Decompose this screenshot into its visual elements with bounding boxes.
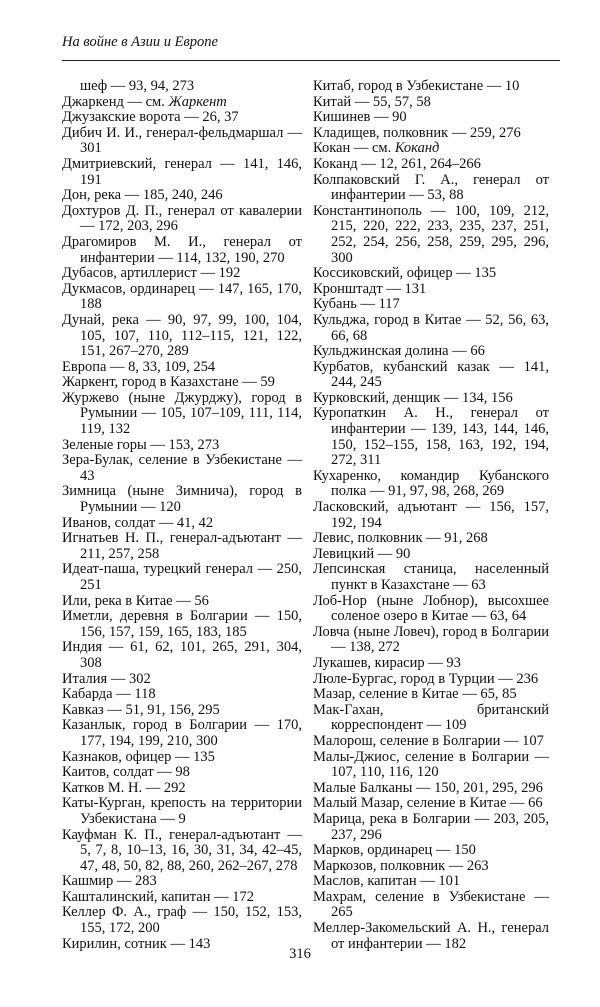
index-entry-text: Дон, река — 185, 240, 246	[62, 187, 223, 204]
index-entry-text: Жаркент, город в Казахстане — 59	[62, 374, 275, 391]
index-column-right	[313, 79, 549, 952]
index-entry-text: Малый Мазар, селение в Китае — 66	[313, 795, 543, 812]
index-entry	[313, 110, 549, 126]
index-entry-text: Дукмасов, ординарец — 147, 165, 170, 188	[62, 280, 302, 313]
index-entry-text: Каты-Курган, крепость на территории Узбекистана — 9	[62, 795, 302, 827]
index-entry-text: Левицкий — 90	[313, 545, 411, 562]
index-entry	[313, 874, 549, 890]
index-entry	[62, 718, 302, 749]
index-entry-text: Иметли, деревня в Болгарии — 150, 156, 157, 159, 165, 183, 185	[62, 608, 302, 640]
index-entry-text: Левис, полковник — 91, 268	[313, 530, 488, 547]
index-entry-text: Малы-Джиос, селение в Болгарии — 107, 110, 116, 120	[313, 748, 549, 781]
index-entry-text: Кауфман К. П., генерал-адъютант — 5, 7, 8, 10–13, 16, 30, 31, 34, 42–45, 47, 48, 50, 82, 88, 260, 262–267, 278	[62, 826, 302, 874]
index-entry-text: Кронштадт — 131	[313, 280, 427, 297]
index-entry	[62, 703, 302, 719]
index-entry	[62, 313, 302, 360]
index-entry	[313, 406, 549, 468]
index-entry	[313, 126, 549, 142]
index-entry-text: Люле-Бургас, город в Турции — 236	[313, 670, 539, 687]
index-entry	[313, 79, 549, 95]
index-entry	[313, 141, 549, 157]
index-entry-text: Марков, ординарец — 150	[313, 842, 476, 859]
index-entry	[62, 282, 302, 313]
index-entry-text: Марица, река в Болгарии — 203, 205, 237, 296	[313, 810, 549, 843]
index-entry-text: шеф — 93, 94, 273	[80, 78, 195, 94]
header-rule	[62, 60, 560, 61]
index-entry	[313, 547, 549, 563]
index-entry	[313, 360, 549, 391]
index-entry-text: Кишинев — 90	[313, 109, 407, 126]
index-entry-text: Зера-Булак, селение в Узбекистане — 43	[62, 452, 302, 484]
index-entry	[62, 672, 302, 688]
index-column-left	[62, 79, 302, 952]
index-entry-text: Иванов, солдат — 41, 42	[62, 514, 214, 531]
index-entry	[62, 360, 302, 376]
index-entry	[62, 531, 302, 562]
index-entry-text: Дмитриевский, генерал — 141, 146, 191	[62, 155, 302, 188]
index-entry	[313, 469, 549, 500]
index-entry	[313, 391, 549, 407]
index-entry	[313, 734, 549, 750]
index-entry-text: Кокан — см.	[313, 140, 395, 157]
index-entry	[62, 453, 302, 484]
index-entry-text: Дохтуров Д. П., генерал от кавалерии — 172, 203, 296	[62, 202, 302, 235]
index-entry	[62, 235, 302, 266]
index-entry	[62, 391, 302, 438]
index-entry	[62, 484, 302, 515]
index-entry	[313, 781, 549, 797]
index-entry	[62, 110, 302, 126]
index-entry	[313, 796, 549, 812]
index-entry-text: Каитов, солдат — 98	[62, 764, 190, 781]
index-entry-text: Кабарда — 118	[62, 686, 156, 703]
index-entry-text: Курбатов, кубанский казак — 141, 244, 245	[313, 358, 549, 391]
index-entry	[313, 500, 549, 531]
index-entry-text: Кладищев, полковник — 259, 276	[313, 124, 521, 141]
index-entry-text: Меллер-Закомельский А. Н., генерал от инфантерии — 182	[313, 920, 549, 952]
index-entry-text: Идеат-паша, турецкий генерал — 250, 251	[62, 561, 302, 593]
index-entry-text: Казанлык, город в Болгарии — 170, 177, 194, 199, 210, 300	[62, 717, 302, 749]
index-entry	[62, 516, 302, 532]
index-entry	[313, 672, 549, 688]
index-entry	[62, 375, 302, 391]
index-entry-text: Мак-Гахан, британский корреспондент — 109	[313, 701, 549, 734]
index-entry-text: Казнаков, офицер — 135	[62, 748, 215, 765]
index-entry	[313, 656, 549, 672]
page-number: 316	[289, 946, 311, 962]
index-entry	[313, 687, 549, 703]
index-entry-text: Или, река в Китае — 56	[62, 592, 209, 609]
index-entry-text: Маслов, капитан — 101	[313, 873, 461, 890]
index-entry-text: Ласковский, адъютант — 156, 157, 192, 194	[313, 499, 549, 531]
index-entry-text: Коссиковский, офицер — 135	[313, 265, 497, 282]
running-title: На войне в Азии и Европе	[62, 34, 218, 50]
index-entry	[313, 812, 549, 843]
index-entry-text: Катков М. Н. — 292	[62, 779, 186, 796]
index-entry-text: Малорош, селение в Болгарии — 107	[313, 732, 544, 749]
index-entry	[313, 625, 549, 656]
index-entry-text: Китай — 55, 57, 58	[313, 93, 431, 110]
index-entry-text: Маркозов, полковник — 263	[313, 857, 489, 874]
index-entry-text: Кашмир — 283	[62, 873, 157, 890]
index-entry-text: Курковский, денщик — 134, 156	[313, 389, 513, 406]
index-entry-text: Кульджа, город в Китае — 52, 56, 63, 66, 68	[313, 311, 549, 344]
index-entry	[313, 703, 549, 734]
index-entry-text: Келлер Ф. А., граф — 150, 152, 153, 155, 172, 200	[62, 904, 302, 937]
index-entry-text: Лукашев, кирасир — 93	[313, 654, 461, 671]
index-entry	[313, 344, 549, 360]
index-entry	[62, 79, 302, 95]
index-entry-text: Куропаткин А. Н., генерал от инфантерии — 139, 143, 144, 146, 150, 152–155, 158, 163, 192, 194, 272, 311	[313, 405, 549, 469]
index-entry-text: Махрам, селение в Узбекистане — 265	[313, 888, 549, 921]
index-entry-text: Ловча (ныне Ловеч), город в Болгарии — 138, 272	[313, 623, 549, 656]
index-entry	[62, 750, 302, 766]
index-entry	[313, 562, 549, 593]
index-entry	[313, 594, 549, 625]
index-entry	[62, 765, 302, 781]
index-entry	[62, 609, 302, 640]
index-entry-text: Малые Балканы — 150, 201, 295, 296	[313, 779, 543, 796]
index-entry-text: Зимница (ныне Зимнича), город в Румынии — 120	[62, 483, 302, 516]
index-entry	[313, 750, 549, 781]
index-entry-text: Лоб-Нор (ныне Лобнор), высохшее соленое озеро в Китае — 63, 64	[313, 592, 549, 625]
index-entry	[313, 173, 549, 204]
index-entry	[62, 594, 302, 610]
index-entry	[313, 313, 549, 344]
index-entry	[313, 282, 549, 298]
index-entry	[313, 843, 549, 859]
index-entry	[313, 157, 549, 173]
index-entry-text: Китаб, город в Узбекистане — 10	[313, 78, 520, 94]
index-entry-text: Италия — 302	[62, 670, 151, 687]
index-entry-text: Драгомиров М. И., генерал от инфантерии — 114, 132, 190, 270	[62, 233, 302, 266]
index-entry-text: Константинополь — 100, 109, 212, 215, 220, 222, 233, 235, 237, 251, 252, 254, 256, 258, 259, 295, 296, 300	[313, 202, 549, 266]
index-entry	[62, 781, 302, 797]
index-entry	[62, 157, 302, 188]
index-entry	[62, 204, 302, 235]
index-entry-text: Дибич И. И., генерал-фельдмаршал — 301	[62, 124, 302, 157]
index-entry-text: Кульджинская долина — 66	[313, 343, 485, 360]
index-cross-reference: Жаркент	[168, 93, 227, 110]
index-entry	[62, 438, 302, 454]
index-entry	[62, 890, 302, 906]
index-entry-text: Игнатьев Н. П., генерал-адъютант — 211, 257, 258	[62, 530, 302, 562]
index-entry	[62, 905, 302, 936]
index-entry	[62, 687, 302, 703]
index-entry	[313, 890, 549, 921]
index-entry-text: Джаркенд — см.	[62, 93, 169, 110]
index-entry-text: Мазар, селение в Китае — 65, 85	[313, 686, 517, 703]
index-entry-text: Джузакские ворота — 26, 37	[62, 109, 239, 126]
index-entry-text: Европа — 8, 33, 109, 254	[62, 358, 216, 375]
index-entry-text: Дубасов, артиллерист — 192	[62, 265, 241, 282]
index-entry-text: Дунай, река — 90, 97, 99, 100, 104, 105, 107, 110, 112–115, 121, 122, 151, 267–270, 289	[62, 311, 302, 360]
index-entry	[62, 640, 302, 671]
index-entry-text: Лепсинская станица, населенный пункт в Казахстане — 63	[313, 561, 549, 593]
index-entry-text: Кирилин, сотник — 143	[62, 935, 211, 952]
index-entry	[62, 266, 302, 282]
index-entry-text: Колпаковский Г. А., генерал от инфантерии — 53, 88	[313, 171, 549, 204]
index-entry-text: Кашталинский, капитан — 172	[62, 888, 254, 905]
index-entry	[62, 95, 302, 111]
index-entry-text: Кавказ — 51, 91, 156, 295	[62, 701, 220, 718]
index-entry-text: Кубань — 117	[313, 296, 400, 313]
index-entry	[62, 188, 302, 204]
index-entry	[313, 859, 549, 875]
index-entry	[313, 297, 549, 313]
index-entry	[62, 126, 302, 157]
index-entry	[313, 204, 549, 266]
index-entry	[62, 796, 302, 827]
index-cross-reference: Коканд	[394, 140, 440, 157]
index-entry	[62, 874, 302, 890]
index-entry	[313, 266, 549, 282]
index-entry-text: Журжево (ныне Джурджу), город в Румынии — 105, 107–109, 111, 114, 119, 132	[62, 389, 302, 438]
index-entry	[313, 95, 549, 111]
index-entry-text: Зеленые горы — 153, 273	[62, 436, 220, 453]
index-entry-text: Кухаренко, командир Кубанского полка — 91, 97, 98, 268, 269	[313, 467, 549, 500]
index-entry-text: Коканд — 12, 261, 264–266	[313, 155, 481, 172]
index-entry	[313, 531, 549, 547]
index-entry-text: Индия — 61, 62, 101, 265, 291, 304, 308	[62, 639, 302, 671]
index-entry	[62, 828, 302, 875]
index-entry	[62, 562, 302, 593]
